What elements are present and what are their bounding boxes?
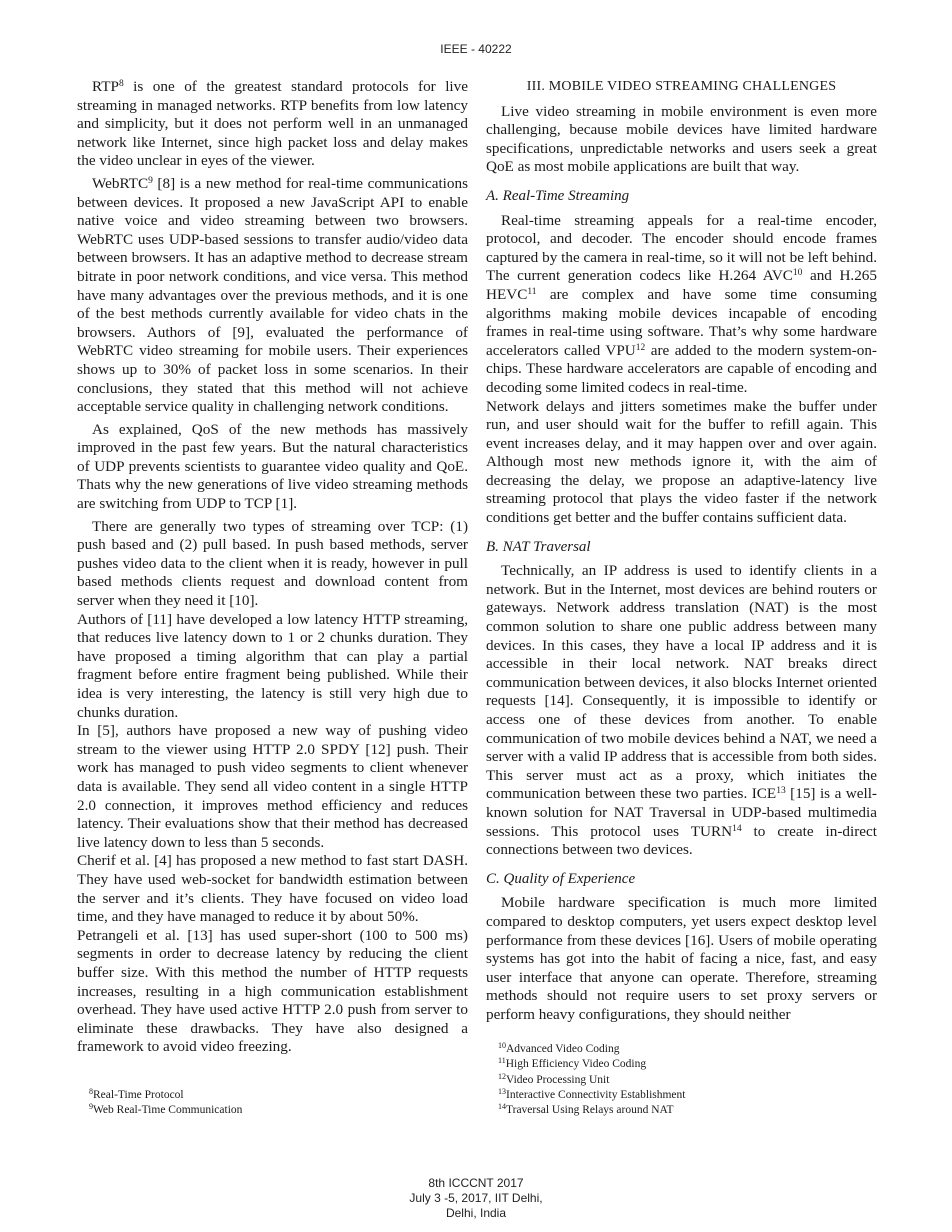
footnote: $^{14}$Traversal Using Relays around NAT — [498, 1102, 674, 1117]
footer-line: Delhi, India — [445, 1206, 507, 1220]
paragraph-realtime-codecs: Real-time streaming appeals for a real-time encoder, protocol, and decoder. The encoder should encode frames captured by the camera in real-time, so it will not be left behind. The current generation codecs like H.264 AVC$^{10}$ and H.265 HEVC$^{11}$ are complex and have some time consuming algorithms making mobile devices incapable of encoding frames in real-time using software. That’s why some hardware accelerators called VPU$^{12}$ are added to the modern system-on-chips. These hardware accelerators are capable of encoding and decoding some limited codecs in real-time. — [486, 211, 877, 396]
paragraph-qos: As explained, QoS of the new methods has massively improved in the past few years. But the natural characteristics of UDP prevents scientists to guarantee video quality and QoE. Thats why the new generations of live video streaming methods are switching from UDP to TCP [1]. — [77, 420, 468, 513]
paragraph-super-short-segments: Petrangeli et al. [13] has used super-short (100 to 500 ms) segments in order to decrease latency by reducing the client buffer size. With this method the number of HTTP requests increases, resulting in a high communication establishment overhead. They have used active HTTP 2.0 push from server to eliminate these drawbacks. They have also designed a framework to avoid video freezing. — [77, 926, 468, 1056]
footnotes-right — [498, 1042, 685, 1118]
paragraph-webrtc: WebRTC$^9$ [8] is a new method for real-time communications between devices. It proposed a new JavaScript API to enable native voice and video streaming between two browsers. WebRTC uses UDP-based sessions to transfer audio/video data between browsers. It has an adaptive method to decrease stream bitrate in poor network conditions, and vice versa. This method have many advantages over the previous methods, and it is one of the best methods currently available for video chats in the browsers. Authors of [9], evaluated the performance of WebRTC video streaming for mobile users. Their experiences shows up to 30% of packet loss in some scenarios. In their conclusions, they stated that this method will not achieve acceptable service quality in challenging network conditions. — [77, 174, 468, 416]
paragraph-buffer-underrun: Network delays and jitters sometimes make the buffer under run, and user should wait for the buffer to refill again. This event increases delay, and it may happen over and over again. Although most new methods ignore it, with the aim of decreasing the delay, we propose an adaptive-latency live streaming protocol that plays the video faster if the network conditions get better and the buffer contains sufficient data. — [486, 397, 877, 527]
right-column — [486, 78, 877, 1025]
paragraph-spdy-push: In [5], authors have proposed a new way of pushing video stream to the viewer using HTTP 2.0 SPDY [12] push. Their work has managed to push video segments to client whenever data is available. They send all video content in a single HTTP 2.0 connection, it improves method efficiency and reduces latency. Their evaluations show that their method has decreased live latency down to less than 5 seconds. — [77, 722, 468, 851]
paragraph-tcp-types: There are generally two types of streaming over TCP: (1) push based and (2) pull based. In push based methods, server pushes video data to the client when it is ready, however in pull based methods clients request and download content from server when they need it [10]. — [77, 517, 468, 610]
left-column — [77, 78, 468, 1057]
footnotes-left — [89, 1088, 242, 1119]
page-footer — [0, 1176, 952, 1221]
paragraph-rtp: RTP$^8$ is one of the greatest standard protocols for live streaming in managed networks. RTP benefits from low latency and simplicity, but it does not perform well in an unmanaged network like Internet, since high packet loss and delay makes the video unclear in eyes of the viewer. — [77, 78, 468, 170]
subsection-title-realtime: A. Real-Time Streaming — [486, 187, 630, 204]
paragraph-qoe: Mobile hardware specification is much more limited compared to desktop computers, yet users expect desktop level performance from these devices [16]. Users of mobile operating systems has got into the habit of facing a nice, fast, and easy user interface that anyone can operate. Therefore, streaming methods should not require users to set proxy servers or perform heavy configurations, they should neither — [486, 894, 877, 1023]
paragraph-low-latency-http: Authors of [11] have developed a low latency HTTP streaming, that reduces live latency down to 1 or 2 chunks duration. They have proposed a timing algorithm that can play a partial fragment before entire fragment being published. While their idea is very interesting, the latency is still very high due to chunks duration. — [77, 610, 468, 721]
footnote: $^{12}$Video Processing Unit — [498, 1071, 610, 1086]
subsection-title-nat: B. NAT Traversal — [486, 538, 591, 555]
footnote: $^8$Real-Time Protocol — [89, 1087, 184, 1101]
paragraph-fast-start-dash: Cherif et al. [4] has proposed a new method to fast start DASH. They have used web-socket for bandwidth estimation between the server and it’s clients. They have focused on video load time, and they have managed to reduce it by about 50%. — [77, 852, 468, 926]
paragraph-nat-traversal: Technically, an IP address is used to identify clients in a network. But in the Internet, most devices are behind routers or gateways. Network address translation (NAT) is the most common solution to share one public address between many devices. In this cases, they have a local IP address and it is accessible in their local network. NAT breaks direct communication between devices, it also blocks Internet oriented requests [14]. Consequently, it is impossible to identify or access one of these devices from another. To enable communication of two mobile devices behind a NAT, we need a server with a valid IP address that is accessible from both sides. This server must act as a proxy, which initiates the communication between these two parties. ICE$^{13}$ [15] is a well-known solution for NAT Traversal in UDP-based multimedia sessions. This protocol uses TURN$^{14}$ to create in-direct connections between two devices. — [486, 562, 877, 859]
footnote: $^{11}$High Efficiency Video Coding — [498, 1056, 647, 1071]
footer-line: 8th ICCCNT 2017 — [428, 1176, 524, 1190]
paragraph-challenges-intro: Live video streaming in mobile environment is even more challenging, because mobile devices have limited hardware specifications, unpredictable networks and users seek a great QoE as most mobile applications are built that way. — [486, 102, 877, 176]
footnote: $^{10}$Advanced Video Coding — [498, 1041, 620, 1055]
footer-line: July 3 -5, 2017, IIT Delhi, — [409, 1191, 543, 1205]
footnote: $^{13}$Interactive Connectivity Establishment — [498, 1086, 686, 1101]
footnote: $^9$Web Real-Time Communication — [89, 1102, 243, 1117]
section-title: III. MOBILE VIDEO STREAMING CHALLENGES — [526, 79, 837, 94]
subsection-title-qoe: C. Quality of Experience — [486, 870, 636, 887]
page-header: IEEE - 40222 — [440, 42, 512, 56]
